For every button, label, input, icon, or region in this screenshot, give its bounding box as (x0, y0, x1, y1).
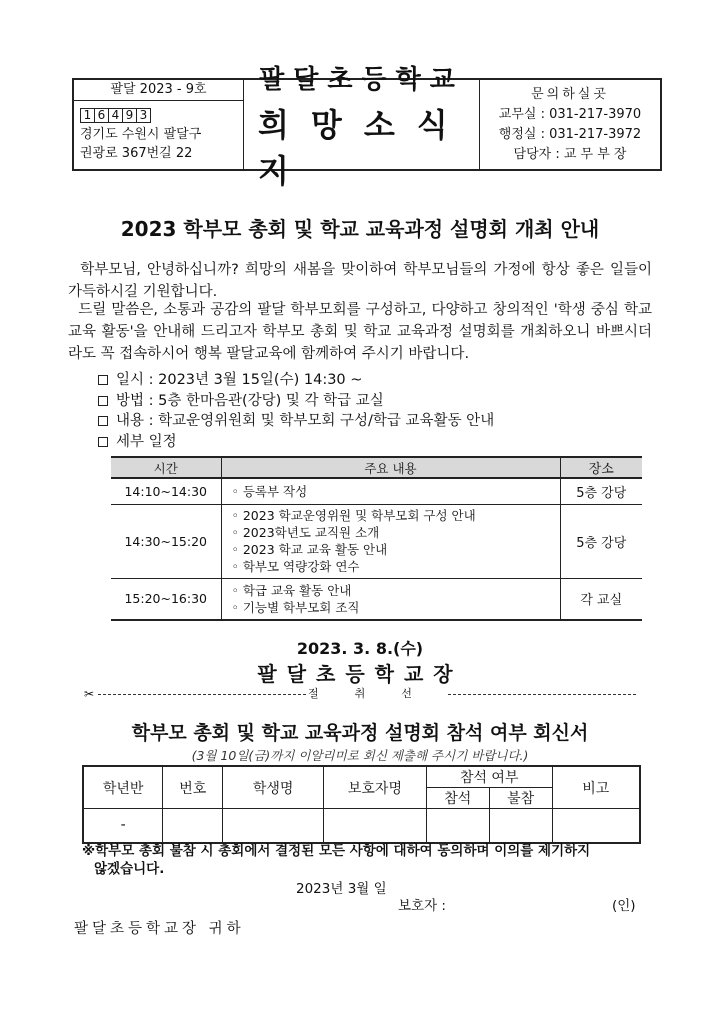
col-number: 번호 (163, 766, 223, 809)
postal-digit: 3 (136, 108, 151, 123)
number-cell[interactable] (163, 809, 223, 843)
reply-title: 학부모 총회 및 학교 교육과정 설명회 참석 여부 회신서 (131, 722, 589, 744)
schedule-header: 주요 내용 (221, 457, 560, 478)
checkbox-square-icon (98, 416, 108, 426)
table-row (111, 504, 642, 578)
schedule-item: ◦ 기능별 학부모회 조직 (232, 599, 550, 616)
seal-mark: (인) (612, 898, 636, 914)
newsletter-name: 희망소식지 (258, 106, 470, 190)
paragraph-text: 드릴 말씀은, 소통과 공감의 팔달 학부모회를 구성하고, 다양하고 창의적인 '학생 중심 학교 교육 활동'을 안내해 드리고자 학부모 총회 및 학교 교육과정 설명회를 개최하오니 바쁘시더라도 꼭 접속하시어 행복 팔달교육에 함께하여 주시기 바랍니다. (68, 302, 653, 362)
contact-info (480, 80, 660, 169)
table-row (83, 809, 640, 843)
schedule-place: 5층 강당 (560, 504, 642, 578)
col-guardian: 보호자명 (324, 766, 427, 809)
schedule-item: ◦ 학부모 역량강화 연수 (232, 558, 550, 575)
paragraph-main (68, 299, 652, 365)
col-attend: 참석 여부 (426, 766, 552, 788)
schedule-header: 시간 (111, 457, 221, 478)
document-title: 2023 학부모 총회 및 학교 교육과정 설명회 개최 안내 (120, 217, 600, 241)
cut-text: 절취선 (308, 687, 448, 700)
header-center (244, 65, 480, 190)
schedule-item: ◦ 등록부 작성 (232, 483, 550, 500)
schedule-time: 14:10~14:30 (111, 478, 221, 504)
schedule-place: 각 교실 (560, 578, 642, 620)
detail-item (98, 432, 494, 453)
header-left (74, 80, 244, 169)
schedule-table (111, 456, 642, 621)
reply-notice (82, 842, 652, 878)
detail-text: 세부 일정 (116, 433, 177, 450)
detail-item (98, 370, 494, 391)
postal-digit: 1 (80, 108, 95, 123)
detail-item (98, 411, 494, 432)
cut-label (84, 686, 636, 702)
contact-title: 문의하실곳 (531, 86, 609, 102)
col-yes: 참석 (426, 788, 489, 809)
detail-text: 일시 : 2023년 3월 15일(수) 14:30 ~ (116, 372, 363, 388)
schedule-content (221, 578, 560, 620)
schedule-time: 14:30~15:20 (111, 504, 221, 578)
sign-date: 2023년 3월 일 (296, 881, 387, 897)
reply-header-row (83, 766, 640, 788)
col-student: 학생명 (223, 766, 324, 809)
attend-no-cell[interactable] (489, 809, 552, 843)
col-no: 불참 (489, 788, 552, 809)
postal-digit: 9 (122, 108, 137, 123)
notice-line: 않겠습니다. (94, 861, 165, 877)
checkbox-square-icon (98, 437, 108, 447)
contact-line: 담당자 : 교 무 부 장 (513, 146, 627, 162)
address-line1: 경기도 수원시 팔달구 (80, 127, 202, 142)
paragraph-greeting (68, 259, 652, 303)
col-note: 비고 (552, 766, 640, 809)
issue-date: 2023. 3. 8.(수) (296, 639, 424, 658)
contact-line: 교무실 : 031-217-3970 (498, 106, 642, 122)
guardian-cell[interactable] (324, 809, 427, 843)
table-row (111, 578, 642, 620)
col-class: 학년반 (83, 766, 163, 809)
schedule-item: ◦ 2023 학교 교육 활동 안내 (232, 541, 550, 558)
checkbox-square-icon (98, 375, 108, 385)
schedule-time: 15:20~16:30 (111, 578, 221, 620)
schedule-header: 장소 (560, 457, 642, 478)
newsletter-header (72, 65, 662, 190)
class-cell[interactable]: - (83, 809, 163, 843)
scissors-icon: ✂ (84, 687, 95, 701)
reply-subtitle: (3월 10일(금)까지 이알리미로 회신 제출해 주시기 바랍니다.) (191, 748, 529, 763)
detail-text: 방법 : 5층 한마음관(강당) 및 각 학급 교실 (116, 392, 384, 409)
schedule-content (221, 478, 560, 504)
note-cell[interactable] (552, 809, 640, 843)
attend-yes-cell[interactable] (426, 809, 489, 843)
reply-table (82, 765, 641, 844)
postal-digit: 4 (108, 108, 123, 123)
principal-signature: 팔달초등학교장 (257, 662, 463, 686)
address (80, 125, 243, 163)
schedule-header-row (111, 457, 642, 478)
paragraph-text: 학부모님, 안녕하십니까? 희망의 새봄을 맞이하여 학부모님들의 가정에 항상 좋은 일들이 가득하시길 기원합니다. (68, 262, 652, 300)
postal-digit: 6 (94, 108, 109, 123)
school-name: 팔달초등학교 (259, 65, 464, 95)
guardian-label: 보호자 : (398, 898, 446, 914)
detail-item (98, 391, 494, 412)
issue-number: 팔달 2023 - 9호 (74, 80, 243, 101)
postal-code (80, 108, 243, 123)
recipient: 팔달초등학교장 귀하 (74, 921, 245, 937)
address-line2: 권광로 367번길 22 (80, 146, 193, 161)
schedule-content (221, 504, 560, 578)
checkbox-square-icon (98, 396, 108, 406)
schedule-item: ◦ 학급 교육 활동 안내 (232, 582, 550, 599)
notice-line: ※학부모 총회 불참 시 총회에서 결정된 모든 사항에 대하여 동의하며 이의를 제기하지 (82, 843, 591, 859)
event-details (98, 370, 494, 452)
schedule-item: ◦ 2023학년도 교직원 소개 (232, 524, 550, 541)
contact-line: 행정실 : 031-217-3972 (498, 126, 642, 142)
cut-line (84, 686, 636, 702)
student-cell[interactable] (223, 809, 324, 843)
schedule-place: 5층 강당 (560, 478, 642, 504)
schedule-item: ◦ 2023 학교운영위원 및 학부모회 구성 안내 (232, 507, 550, 524)
table-row (111, 478, 642, 504)
detail-text: 내용 : 학교운영위원회 및 학부모회 구성/학급 교육활동 안내 (116, 413, 495, 429)
